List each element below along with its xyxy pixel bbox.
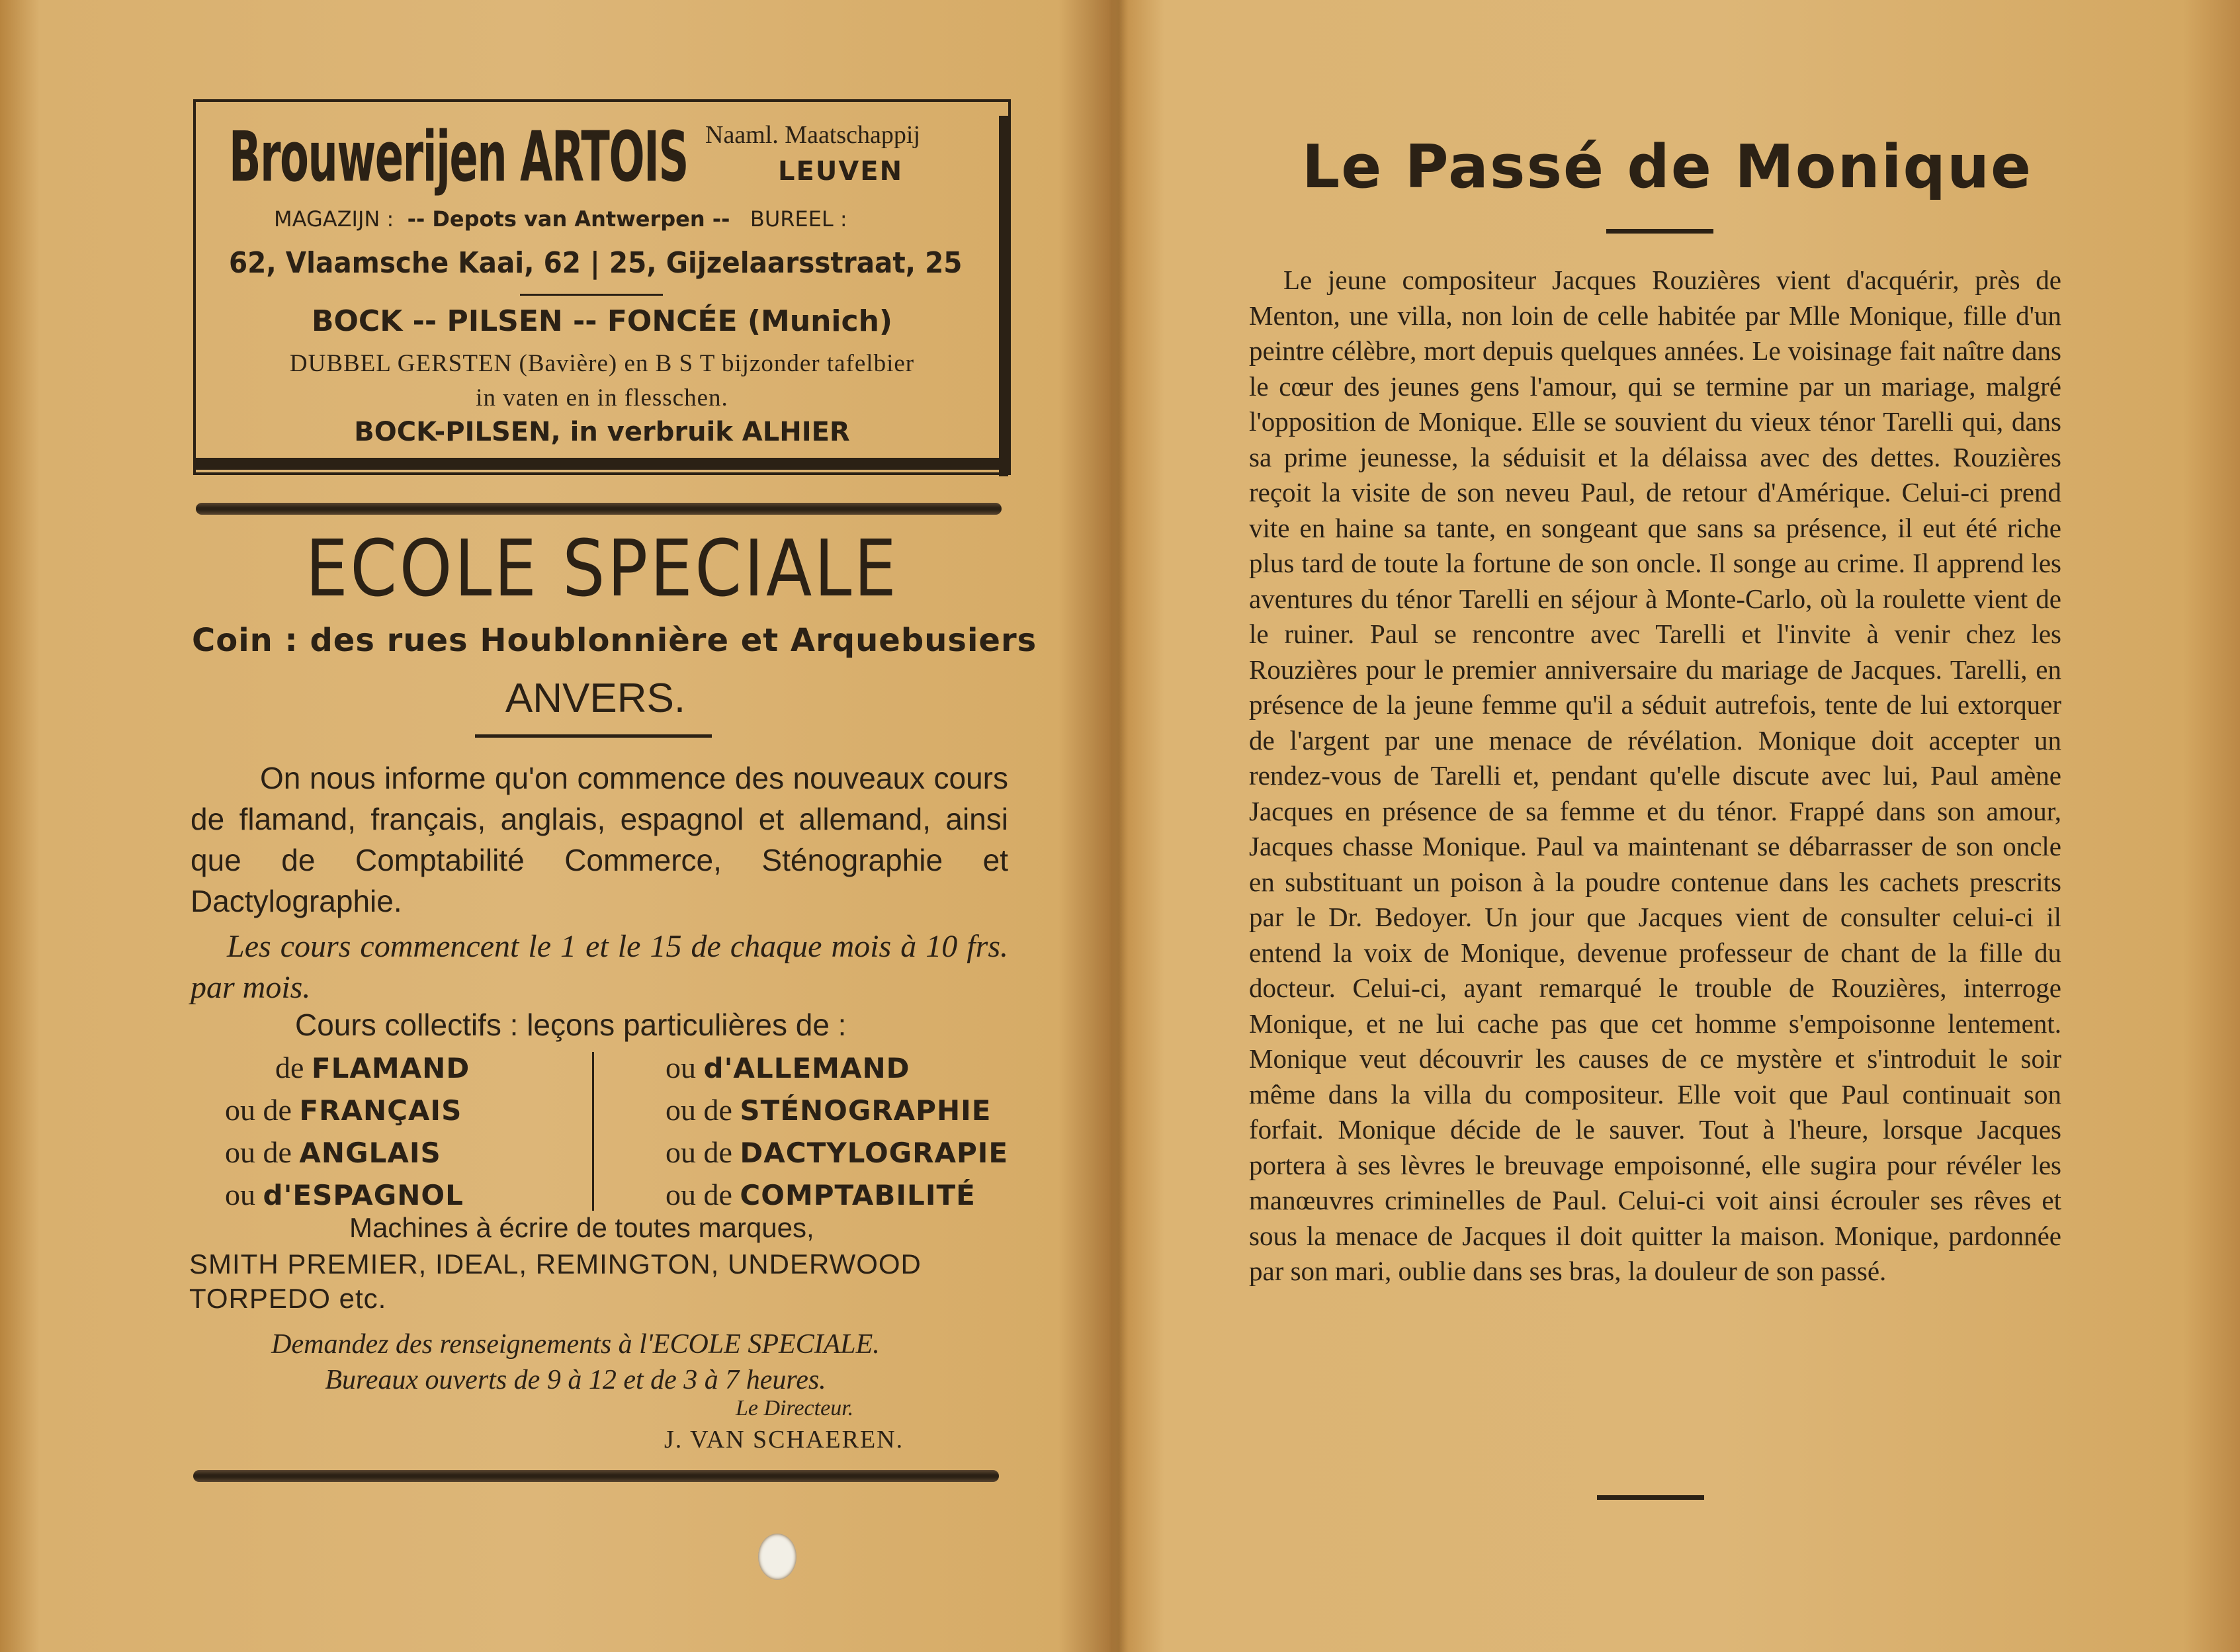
beer-types: BOCK -- PILSEN -- FONCÉE (Munich) [311,304,893,338]
story-text [1249,263,2061,1289]
divider [520,294,663,296]
depot-line [274,206,847,232]
school-intro [191,758,1008,922]
demandez-line: Demandez des renseignements à l'ECOLE SPECIALE. [271,1329,880,1360]
end-rule [1597,1495,1704,1500]
subjects-right [666,1047,1008,1216]
bock-pilsen-line: BOCK-PILSEN, in verbruik ALHIER [354,417,850,447]
story-title: Le Passé de Monique [1301,132,2033,202]
subject-item: ou d'ESPAGNOL [225,1178,464,1211]
brands-line-2: TORPEDO etc. [189,1283,387,1314]
typewriter-brands [189,1247,922,1316]
column-divider [592,1052,594,1211]
city-underline [475,734,712,738]
schedule-paragraph: Les cours commencent le 1 et le 15 de chaque mois à 10 frs. par mois. [191,929,1008,1005]
schedule [191,926,1008,1008]
ad-box-shadow-right [999,116,1008,476]
typewriters-line: Machines à écrire de toutes marques, [349,1212,814,1243]
dubbel-line-2: in vaten en in flesschen. [476,384,728,412]
subject-item: de FLAMAND [275,1051,470,1084]
director-label: Le Directeur. [736,1396,854,1420]
center-fold [1109,0,1129,1652]
subject-item: ou de ANGLAIS [225,1135,441,1169]
subject-item: ou de FRANÇAIS [225,1093,462,1127]
magazijn-label: MAGAZIJN : [274,206,394,232]
brand-city: LEUVEN [778,156,904,187]
intro-paragraph: On nous informe qu'on commence des nouveaux cours de flamand, français, anglais, espagnol et allemand, ainsi que de Comptabilité Commerce, Sténographie et Dactylographie. [191,761,1008,918]
director-name: J. VAN SCHAEREN. [664,1426,904,1454]
ornamental-rule-bottom [193,1470,999,1482]
subject-item: ou de DACTYLOGRAPIE [666,1135,1009,1169]
courses-heading: Cours collectifs : leçons particulières de : [295,1008,847,1042]
dubbel-line-1: DUBBEL GERSTEN (Bavière) en B S T bijzonder tafelbier [289,350,915,377]
subject-item: ou d'ALLEMAND [666,1051,910,1084]
subject-item: ou de COMPTABILITÉ [666,1178,976,1211]
punch-hole [758,1534,797,1580]
title-rule [1606,229,1713,234]
depot-label: -- Depots van Antwerpen -- [407,206,730,232]
story-paragraph: Le jeune compositeur Jacques Rouzières vient d'acquérir, près de Menton, une villa, non loin de celle habitée par Mlle Monique, fille d'un peintre célèbre, mort depuis quelques années. Le voisinage fait naître dans le cœur des jeunes gens l'amour, qui se termine par un mariage, malgré l'opposition de Monique. Elle se souvient du vieux ténor Tarelli qui, dans sa prime jeunesse, la séduisit et la délaissa avec des dettes. Rouzières reçoit la visite de son neveu Paul, de retour d'Amérique. Celui-ci prend vite en haine sa tante, en songeant que sans sa présence, il eut été riche plus tard de toute la fortune de son oncle. Il songe au crime. Il apprend les aventures du ténor Tarelli en séjour à Monte-Carlo, où la roulette vient de le ruiner. Paul se rencontre avec Tarelli et l'invite à venir chez les Rouzières pour le premier anniversaire du mariage de Jacques. Tarelli, en présence de la jeune femme qu'il a séduit autrefois, tente de lui extorquer de l'argent par une menace de révélation. Monique doit accepter un rendez-vous de Tarelli et, pendant qu'elle discute avec lui, Paul amène Jacques en présence de sa femme et du ténor. Frappé dans son amour, Jacques chasse Monique. Paul va maintenant se débarrasser de son oncle en substituant un poison à la poudre contenue dans les cachets prescrits par le Dr. Bedoyer. Un jour que Jacques vient de consulter celui-ci il entend la voix de Monique, devenue professeur de chant de la fille du docteur. Celui-ci, ayant remarqué le trouble de Rouzières, interroge Monique, et ne lui cache pas que cet homme s'empoisonne lentement. Monique veut découvrir les causes de ce mystère et s'introduit le soir même dans la villa du compositeur. Elle voit que Paul continuait son forfait. Monique décide de le sauver. Tout à l'heure, lorsque Jacques portera à ses lèvres le breuvage empoisonné, elle sugira pour révéler les manœuvres criminelles de Paul. Celui-ci voit ainsi écrouler ses rêves et sous la menace de Jacques il doit quitter la maison. Monique, pardonnée par son mari, oublie dans ses bras, la douleur de son passé. [1249,265,2061,1286]
artois-advertisement [193,99,1011,475]
address-line: 62, Vlaamsche Kaai, 62 | 25, Gijzelaarsstraat, 25 [229,246,963,280]
company-type: Naaml. Maatschappij [705,121,921,149]
bureel-label: BUREEL : [750,206,847,232]
dubbel-gersten [196,347,1008,415]
ornamental-rule-top [196,503,1002,515]
ad-box-shadow-bottom [196,458,1008,470]
brands-line-1: SMITH PREMIER, IDEAL, REMINGTON, UNDERWOOD [189,1248,922,1280]
subjects-left [225,1047,470,1216]
subject-item: ou de STÉNOGRAPHIE [666,1093,992,1127]
contact-info [192,1326,959,1398]
brand-name: Brouwerijen ARTOIS [229,116,688,197]
school-title: ECOLE SPECIALE [305,523,899,614]
office-hours: Bureaux ouverts de 9 à 12 et de 3 à 7 heures. [325,1365,826,1395]
school-address: Coin : des rues Houblonnière et Arquebusiers [192,622,1037,659]
school-city: ANVERS. [505,675,686,721]
